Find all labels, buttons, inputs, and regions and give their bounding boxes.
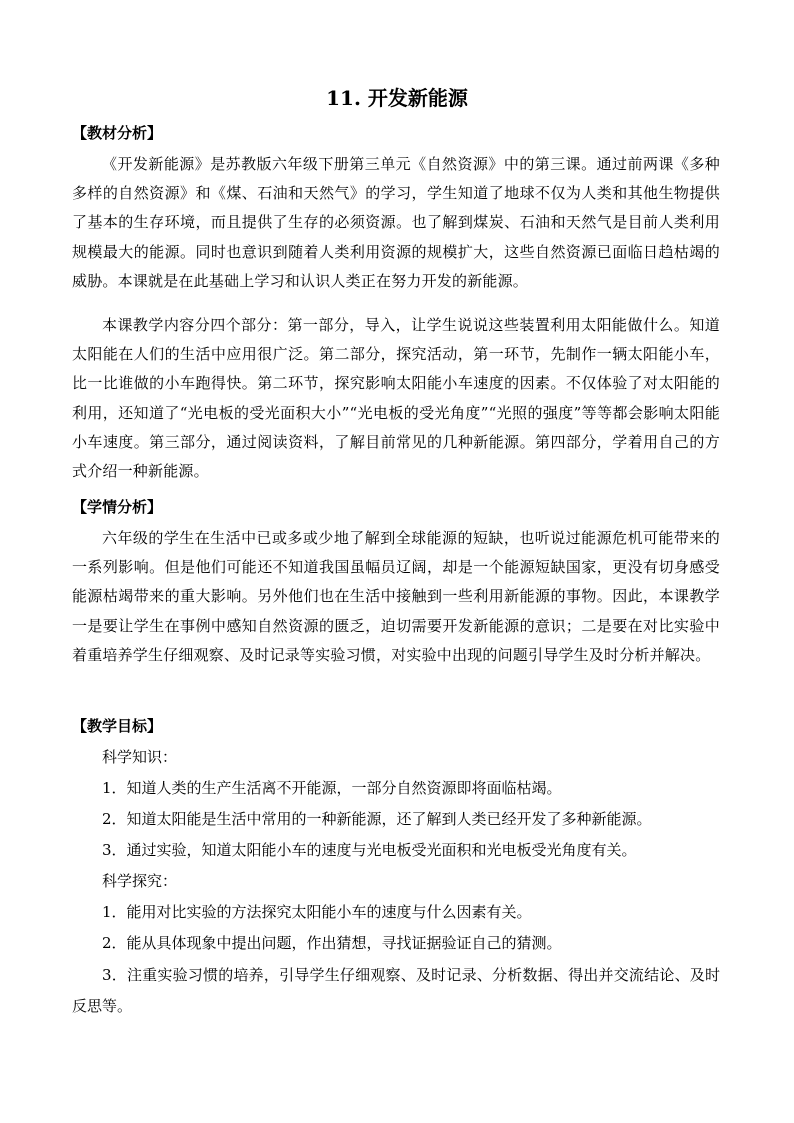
section-heading-learner-analysis: 【学情分析】 bbox=[72, 498, 163, 516]
page-title: 11. 开发新能源 bbox=[326, 86, 468, 110]
inquiry-item-1: 1．能用对比实验的方法探究太阳能小车的速度与什么因素有关。 bbox=[102, 903, 532, 921]
paragraph-textbook-analysis-2: 本课教学内容分四个部分：第一部分，导入，让学生说说这些装置利用太阳能做什么。知道太阳能在人们的生活中应用很广泛。第二部分，探究活动，第一环节，先制作一辆太阳能小车，比一比谁做的小车跑得快。第二环节，探究影响太阳能小车速度的因素。不仅体验了对太阳能的利用，还知道了“光电板的受光面积大小”“光电板的受光角度”“光照的强度”等等都会影响太阳能小车速度。第三部分，通过阅读资料，了解目前常见的几种新能源。第四部分，学着用自己的方式介绍一种新能源。 bbox=[72, 316, 720, 481]
paragraph-textbook-analysis-1: 《开发新能源》是苏教版六年级下册第三单元《自然资源》中的第三课。通过前两课《多种多样的自然资源》和《煤、石油和天然气》的学习，学生知道了地球不仅为人类和其他生物提供了基本的生存环境，而且提供了生存的必须资源。也了解到煤炭、石油和天然气是目前人类利用规模最大的能源。同时也意识到随着人类利用资源的规模扩大，这些自然资源已面临日趋枯竭的威胁。本课就是在此基础上学习和认识人类正在努力开发的新能源。 bbox=[72, 155, 720, 290]
knowledge-item-2: 2．知道太阳能是生活中常用的一种新能源，还了解到人类已经开发了多种新能源。 bbox=[102, 810, 652, 828]
knowledge-label: 科学知识： bbox=[102, 748, 178, 766]
paragraph-learner-analysis-1: 六年级的学生在生活中已或多或少地了解到全球能源的短缺，也听说过能源危机可能带来的一系列影响。但是他们可能还不知道我国虽幅员辽阔，却是一个能源短缺国家，更没有切身感受能源枯竭带来的重大影响。另外他们也在生活中接触到一些利用新能源的事物。因此，本课教学一是要让学生在事例中感知自然资源的匮乏，迫切需要开发新能源的意识；二是要在对比实验中着重培养学生仔细观察、及时记录等实验习惯，对实验中出现的问题引导学生及时分析并解决。 bbox=[72, 529, 720, 664]
knowledge-item-3: 3．通过实验，知道太阳能小车的速度与光电板受光面积和光电板受光角度有关。 bbox=[102, 841, 637, 859]
section-heading-teaching-goals: 【教学目标】 bbox=[72, 717, 163, 735]
inquiry-label: 科学探究： bbox=[102, 872, 178, 890]
section-heading-textbook-analysis: 【教材分析】 bbox=[72, 124, 163, 142]
knowledge-item-1: 1．知道人类的生产生活离不开能源，一部分自然资源即将面临枯竭。 bbox=[102, 779, 562, 797]
inquiry-item-2: 2．能从具体现象中提出问题，作出猜想，寻找证据验证自己的猜测。 bbox=[102, 934, 562, 952]
inquiry-item-3: 3．注重实验习惯的培养，引导学生仔细观察、及时记录、分析数据、得出并交流结论、及时反思等。 bbox=[72, 966, 720, 1015]
